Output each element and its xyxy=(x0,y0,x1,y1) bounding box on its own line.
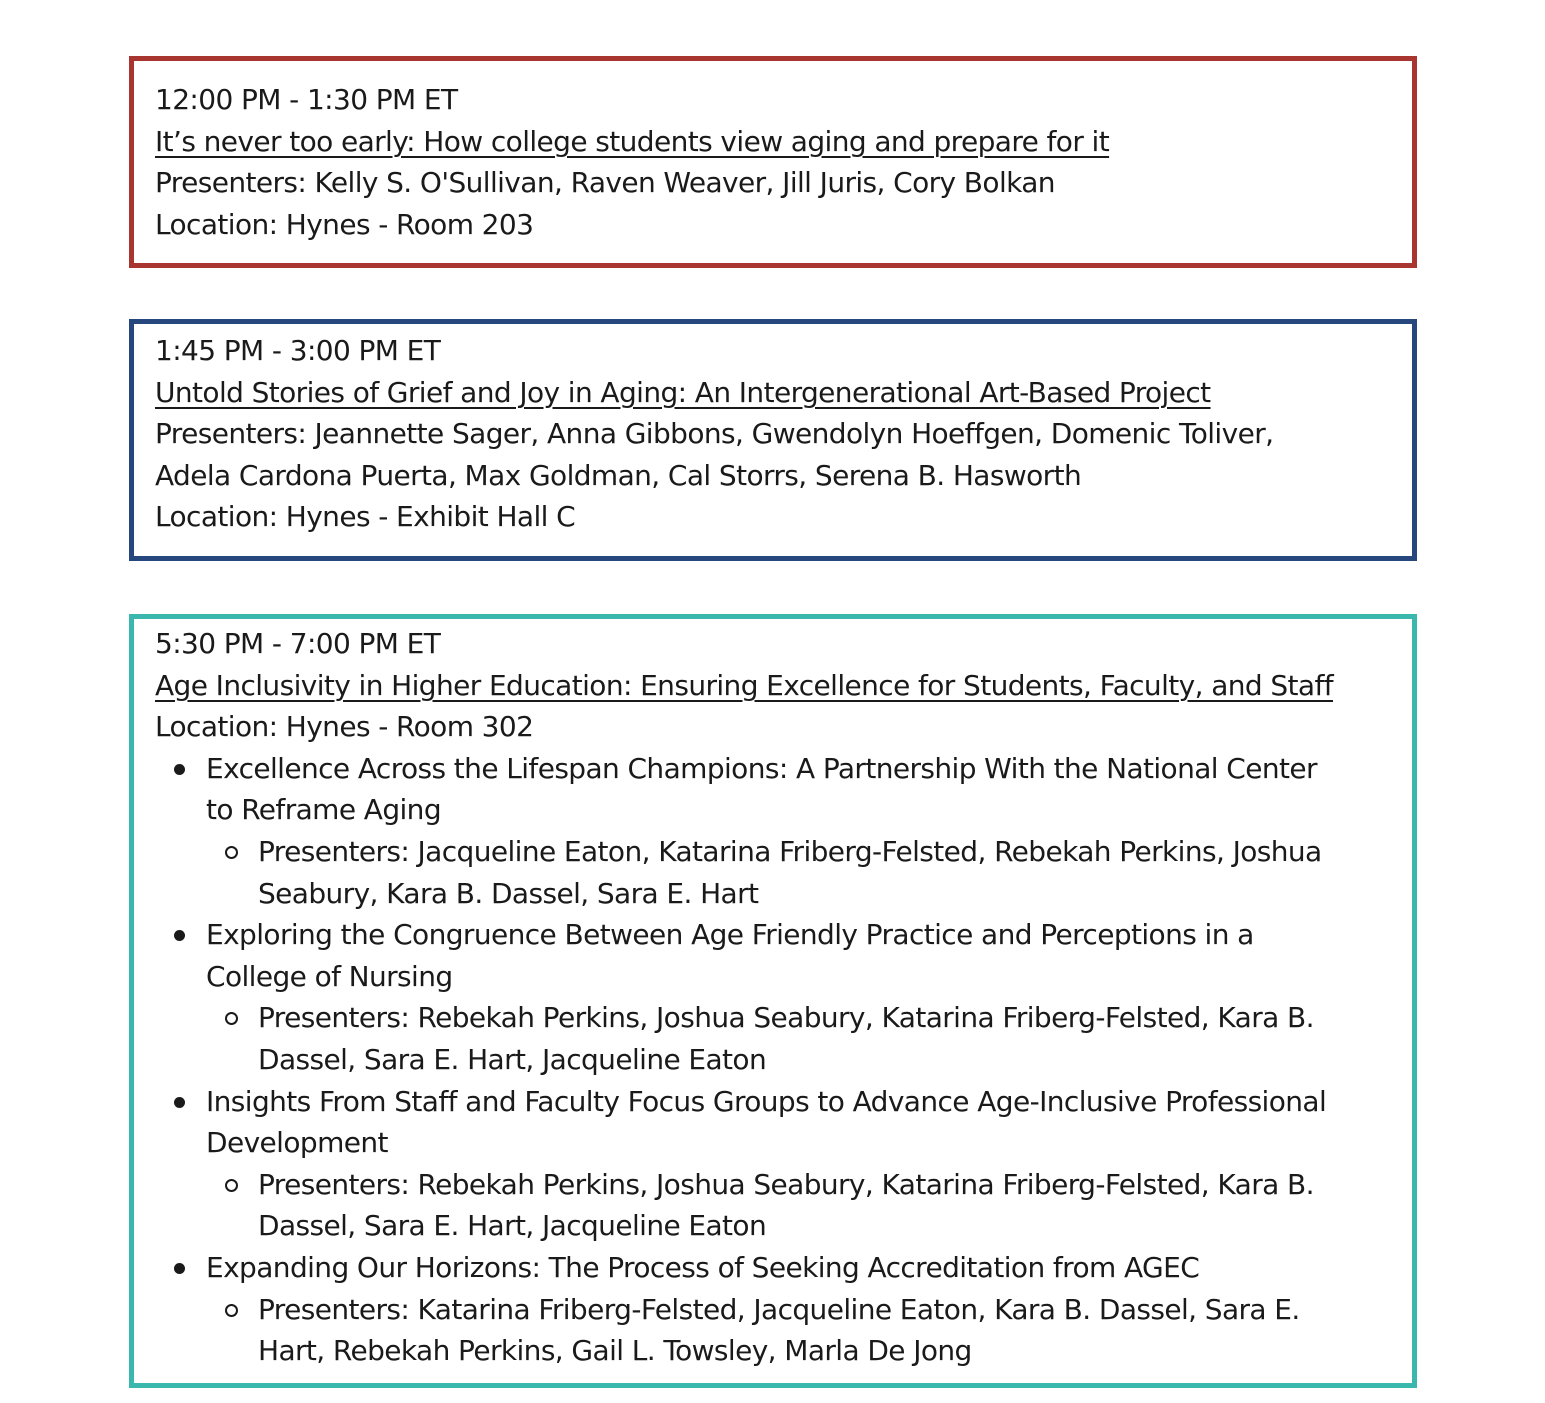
session-location: Location: Hynes - Room 302 xyxy=(155,710,534,744)
session-title-link[interactable]: Untold Stories of Grief and Joy in Aging: An Intergenerational Art-Based Project xyxy=(155,375,1211,409)
talk-title-line-1: Expanding Our Horizons: The Process of Seeking Accreditation from AGEC xyxy=(206,1250,1200,1284)
talk-presenters xyxy=(155,1289,1392,1372)
talk-presenters-line-1: Presenters: Katarina Friberg-Felsted, Jacqueline Eaton, Kara B. Dassel, Sara E. xyxy=(258,1292,1300,1326)
talk-presenters xyxy=(155,831,1392,914)
talk-presenters-line-2: Dassel, Sara E. Hart, Jacqueline Eaton xyxy=(258,1209,767,1243)
talk-title-line-2: Development xyxy=(206,1126,388,1160)
circle-bullet-icon xyxy=(225,846,238,859)
talk-presenters-line-1: Presenters: Jacqueline Eaton, Katarina Friberg-Felsted, Rebekah Perkins, Joshua xyxy=(258,834,1322,868)
bullet-icon xyxy=(174,1097,185,1108)
circle-bullet-icon xyxy=(225,1304,238,1317)
talk-item xyxy=(155,1247,1392,1372)
session-title-link[interactable]: It’s never too early: How college students view aging and prepare for it xyxy=(155,124,1110,158)
talk-title-line-1: Insights From Staff and Faculty Focus Groups to Advance Age-Inclusive Professional xyxy=(206,1084,1327,1118)
circle-bullet-icon xyxy=(225,1012,238,1025)
talk-list xyxy=(155,748,1392,1372)
talk-presenters-line-2: Seabury, Kara B. Dassel, Sara E. Hart xyxy=(258,876,759,910)
talk-presenters-line-1: Presenters: Rebekah Perkins, Joshua Seabury, Katarina Friberg-Felsted, Kara B. xyxy=(258,1001,1314,1035)
talk-presenters xyxy=(155,1164,1392,1247)
session-card-3 xyxy=(129,614,1417,1388)
talk-title-line-1: Exploring the Congruence Between Age Friendly Practice and Perceptions in a xyxy=(206,918,1254,952)
talk-title-line-2: to Reframe Aging xyxy=(206,793,441,827)
bullet-icon xyxy=(174,1263,185,1274)
session-presenters-line-2: Adela Cardona Puerta, Max Goldman, Cal Storrs, Serena B. Hasworth xyxy=(155,458,1082,492)
bullet-icon xyxy=(174,764,185,775)
talk-item xyxy=(155,914,1392,1080)
session-time: 5:30 PM - 7:00 PM ET xyxy=(155,627,441,660)
session-card-2 xyxy=(129,319,1417,561)
session-presenters: Presenters: Kelly S. O'Sullivan, Raven Weaver, Jill Juris, Cory Bolkan xyxy=(155,166,1055,200)
session-time: 12:00 PM - 1:30 PM ET xyxy=(155,83,458,116)
session-card-1 xyxy=(129,56,1417,268)
talk-presenters-line-2: Hart, Rebekah Perkins, Gail L. Towsley, Marla De Jong xyxy=(258,1334,972,1368)
talk-title xyxy=(155,748,1392,831)
talk-title-line-1: Excellence Across the Lifespan Champions: A Partnership With the National Center xyxy=(206,751,1317,785)
talk-title xyxy=(155,1081,1392,1164)
session-location: Location: Hynes - Exhibit Hall C xyxy=(155,500,576,534)
talk-presenters xyxy=(155,997,1392,1080)
session-title-link[interactable]: Age Inclusivity in Higher Education: Ensuring Excellence for Students, Faculty, and Staff xyxy=(155,668,1333,702)
talk-presenters-line-2: Dassel, Sara E. Hart, Jacqueline Eaton xyxy=(258,1042,767,1076)
session-time: 1:45 PM - 3:00 PM ET xyxy=(155,334,441,367)
talk-title xyxy=(155,1247,1392,1289)
circle-bullet-icon xyxy=(225,1179,238,1192)
talk-title xyxy=(155,914,1392,997)
session-location: Location: Hynes - Room 203 xyxy=(155,207,534,241)
talk-title-line-2: College of Nursing xyxy=(206,959,453,993)
session-presenters-line-1: Presenters: Jeannette Sager, Anna Gibbons, Gwendolyn Hoeffgen, Domenic Toliver, xyxy=(155,417,1274,451)
bullet-icon xyxy=(174,930,185,941)
talk-item xyxy=(155,1081,1392,1247)
talk-item xyxy=(155,748,1392,914)
talk-presenters-line-1: Presenters: Rebekah Perkins, Joshua Seabury, Katarina Friberg-Felsted, Kara B. xyxy=(258,1167,1314,1201)
